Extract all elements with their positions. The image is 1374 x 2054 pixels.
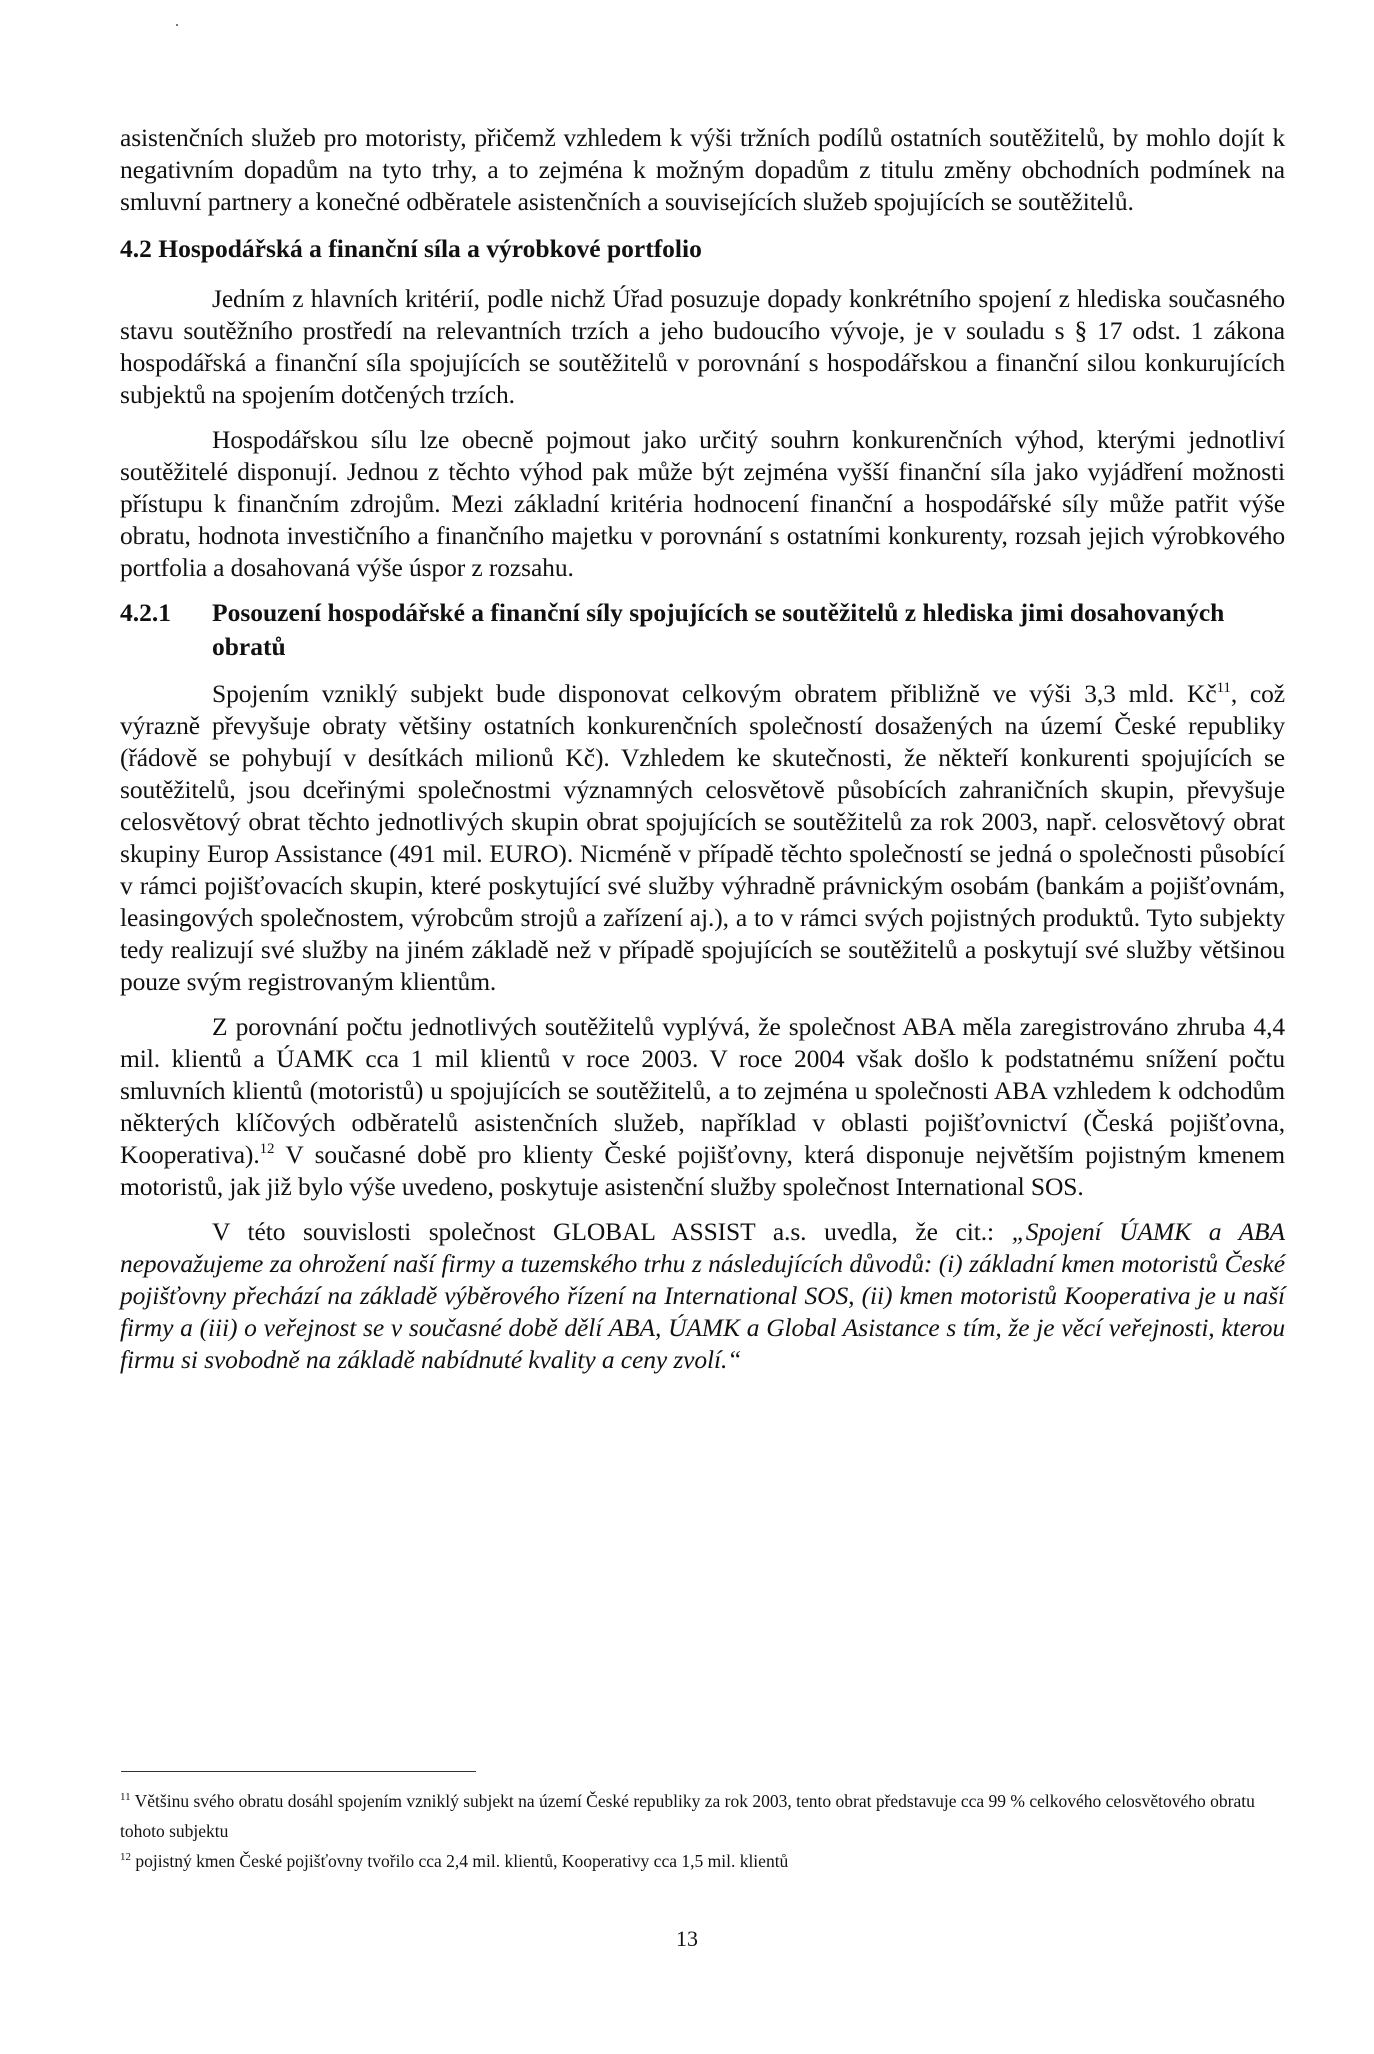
body-text bbox=[120, 122, 1285, 1376]
footnote-ref-11[interactable]: 11 bbox=[1216, 680, 1231, 696]
footnote-11 bbox=[120, 1786, 1285, 1846]
footnote-text: pojistný kmen České pojišťovny tvořilo cca 2,4 mil. klientů, Kooperativy cca 1,5 mil. klientů bbox=[135, 1851, 789, 1871]
quotation: „Spojení ÚAMK a ABA nepovažujeme za ohrožení naší firmy a tuzemského trhu z následujících důvodů: (i) základní kmen motoristů České pojišťovny přechází na základě výběrového řízení na International SOS, (ii) kmen motoristů Kooperativa je u naší firmy a (iii) o veřejnost se v současné době dělí ABA, ÚAMK a Global Asistance s tím, že je věcí veřejnosti, kterou firmu si svobodně na základě nabídnuté kvality a ceny zvolí.“ bbox=[120, 1217, 1285, 1374]
paragraph-clients bbox=[120, 1011, 1285, 1203]
section-heading-4-2-1 bbox=[120, 596, 1285, 664]
paragraph-text: V současné době pro klienty České pojišťovny, která disponuje největším pojistným kmenem motoristů, jak již bylo výše uvedeno, poskytuje asistenční služby společnost International SOS. bbox=[120, 1140, 1285, 1201]
paragraph: Hospodářskou sílu lze obecně pojmout jako určitý souhrn konkurenčních výhod, kterými jednotliví soutěžitelé disponují. Jednou z těchto výhod pak může být zejména vyšší finanční síla jako vyjádření možnosti přístupu k finančním zdrojům. Mezi základní kritéria hodnocení finanční a hospodářské síly může patřit výše obratu, hodnota investičního a finančního majetku v porovnání s ostatními konkurenty, rozsah jejich výrobkového portfolia a dosahovaná výše úspor z rozsahu. bbox=[120, 425, 1285, 582]
paragraph: Jedním z hlavních kritérií, podle nichž Úřad posuzuje dopady konkrétního spojení z hlediska současného stavu soutěžního prostředí na relevantních trzích a jeho budoucího vývoje, je v souladu s § 17 odst. 1 zákona hospodářská a finanční síla spojujících se soutěžitelů v porovnání s hospodářskou a finanční silou konkurujících subjektů na spojením dotčených trzích. bbox=[120, 284, 1285, 409]
scan-artifact bbox=[176, 24, 178, 26]
section-title: Posouzení hospodářské a finanční síly spojujících se soutěžitelů z hlediska jimi dosahovaných obratů bbox=[212, 598, 1225, 661]
paragraph-text: Spojením vzniklý subjekt bude disponovat celkovým obratem přibližně ve výši 3,3 mld. Kč bbox=[212, 679, 1217, 708]
paragraph-text: V této souvislosti společnost GLOBAL ASSIST a.s. uvedla, že cit.: bbox=[212, 1217, 1012, 1246]
paragraph-quote bbox=[120, 1216, 1285, 1376]
footnote-mark: 11 bbox=[120, 1791, 131, 1803]
footnotes bbox=[120, 1786, 1285, 1876]
section-heading-4-2: 4.2 Hospodářská a finanční síla a výrobkové portfolio bbox=[120, 234, 702, 263]
paragraph-text: , což výrazně převyšuje obraty většiny ostatních konkurenčních společností dosažených na území České republiky (řádově se pohybují v desítkách milionů Kč). Vzhledem ke skutečnosti, že někteří konkurenti spojujících se soutěžitelů, jsou dceřinými společnostmi významných celosvětově působících zahraničních skupin, převyšuje celosvětový obrat těchto jednotlivých skupin obrat spojujících se soutěžitelů za rok 2003, např. celosvětový obrat skupiny Europ Assistance (491 mil. EURO). Nicméně v případě těchto společností se jedná o společnosti působící v rámci pojišťovacích skupin, které poskytující své služby výhradně právnickým osobám (bankám a pojišťovnám, leasingových společnostem, výrobcům strojů a zařízení aj.), a to v rámci svých pojistných produktů. Tyto subjekty tedy realizují své služby na jiném základě než v případě spojujících se soutěžitelů a poskytují své služby většinou pouze svým registrovaným klientům. bbox=[120, 679, 1285, 996]
intro-paragraph: asistenčních služeb pro motoristy, přičemž vzhledem k výši tržních podílů ostatních soutěžitelů, by mohlo dojít k negativním dopadům na tyto trhy, a to zejména k možným dopadům z titulu změny obchodních podmínek na smluvní partnery a konečné odběratele asistenčních a souvisejících služeb spojujících se soutěžitelů. bbox=[120, 123, 1285, 216]
footnote-separator bbox=[121, 1771, 476, 1772]
page-number: 13 bbox=[676, 1926, 698, 1951]
section-number: 4.2.1 bbox=[120, 598, 171, 627]
paragraph-turnover bbox=[120, 678, 1285, 998]
paragraph-text: Z porovnání počtu jednotlivých soutěžitelů vyplývá, že společnost ABA měla zaregistrováno zhruba 4,4 mil. klientů a ÚAMK cca 1 mil klientů v roce 2003. V roce 2004 však došlo k podstatnému snížení počtu smluvních klientů (motoristů) u spojujících se soutěžitelů, a to zejména u společnosti ABA vzhledem k odchodům některých klíčových odběratelů asistenčních služeb, například v oblasti pojišťovnictví (Česká pojišťovna, Kooperativa). bbox=[120, 1012, 1285, 1169]
footnote-text: Většinu svého obratu dosáhl spojením vzniklý subjekt na území České republiky za rok 2003, tento obrat představuje cca 99 % celkového celosvětového obratu tohoto subjektu bbox=[120, 1791, 1255, 1841]
footnote-12 bbox=[120, 1846, 1285, 1876]
footnote-mark: 12 bbox=[120, 1851, 131, 1863]
footnote-ref-12[interactable]: 12 bbox=[259, 1141, 275, 1157]
